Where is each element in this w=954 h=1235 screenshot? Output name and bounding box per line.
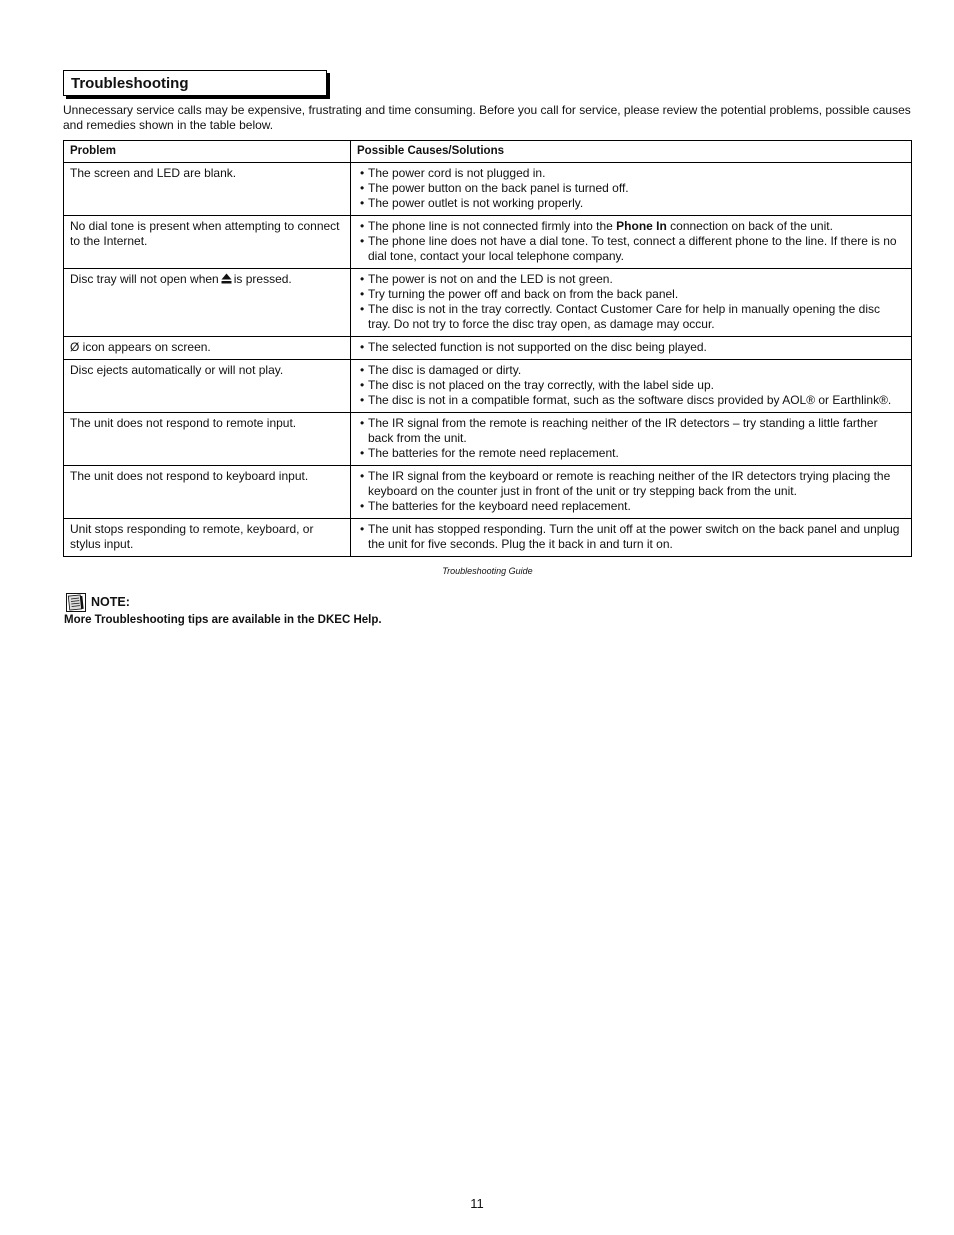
table-row	[64, 337, 912, 360]
note-heading	[66, 592, 130, 612]
cause-item: • The power is not on and the LED is not green.	[360, 272, 613, 286]
cause-item: • The power outlet is not working properly.	[360, 196, 584, 210]
header-causes: Possible Causes/Solutions	[351, 141, 912, 163]
cause-item: • The batteries for the remote need replacement.	[360, 446, 619, 460]
cause-item: • The IR signal from the remote is reaching neither of the IR detectors – try standing a little farther back from the unit.	[360, 416, 878, 445]
cause-item: • The phone line does not have a dial tone. To test, connect a different phone to the line. If there is no dial tone, contact your local telephone company.	[360, 234, 897, 263]
cause-item: • The disc is not in the tray correctly. Contact Customer Care for help in manually opening the disc tray. Do not try to force the disc tray open, as damage may occur.	[360, 302, 881, 331]
eject-icon	[221, 273, 232, 284]
table-row	[64, 413, 912, 466]
page-number: 11	[470, 1196, 484, 1211]
cause-item: • The phone line is not connected firmly into the Phone In connection on back of the unit.	[360, 219, 833, 233]
problem-cell: The unit does not respond to remote input.	[64, 413, 351, 466]
section-title: Troubleshooting	[63, 70, 327, 96]
cause-item: • The IR signal from the keyboard or remote is reaching neither of the IR detectors trying placing the keyboard on the counter just in front of the unit or try stepping back from the unit.	[360, 469, 891, 498]
troubleshooting-table	[63, 140, 912, 557]
cause-item: • The disc is not in a compatible format, such as the software discs provided by AOL® or Earthlink®.	[360, 393, 892, 407]
table-row	[64, 269, 912, 337]
note-label: NOTE:	[91, 595, 130, 609]
problem-cell: No dial tone is present when attempting to connect to the Internet.	[64, 216, 351, 269]
cause-item: • The disc is damaged or dirty.	[360, 363, 522, 377]
problem-cell: The unit does not respond to keyboard input.	[64, 466, 351, 519]
causes-cell	[351, 216, 912, 269]
cause-item: • The unit has stopped responding. Turn the unit off at the power switch on the back panel and unplug the unit for five seconds. Plug the it back in and turn it on.	[360, 522, 900, 551]
cause-item: • The power button on the back panel is turned off.	[360, 181, 629, 195]
problem-cell: Unit stops responding to remote, keyboard, or stylus input.	[64, 519, 351, 557]
header-problem: Problem	[64, 141, 351, 163]
causes-cell	[351, 519, 912, 557]
causes-cell	[351, 337, 912, 360]
cause-item: • The disc is not placed on the tray correctly, with the label side up.	[360, 378, 714, 392]
table-row	[64, 216, 912, 269]
phone-in-label: Phone In	[616, 219, 667, 233]
cause-item: • Try turning the power off and back on from the back panel.	[360, 287, 679, 301]
table-row	[64, 466, 912, 519]
causes-cell	[351, 413, 912, 466]
table-caption: Troubleshooting Guide	[442, 566, 533, 576]
causes-cell	[351, 466, 912, 519]
table-row	[64, 519, 912, 557]
causes-cell	[351, 163, 912, 216]
problem-cell: The screen and LED are blank.	[64, 163, 351, 216]
cause-item: • The batteries for the keyboard need replacement.	[360, 499, 631, 513]
problem-cell: Ø icon appears on screen.	[64, 337, 351, 360]
table-header-row	[64, 141, 912, 163]
problem-cell: Disc tray will not open when is pressed.	[64, 269, 351, 337]
cause-item: • The power cord is not plugged in.	[360, 166, 546, 180]
note-text: More Troubleshooting tips are available in the DKEC Help.	[64, 614, 382, 626]
intro-paragraph: Unnecessary service calls may be expensive, frustrating and time consuming. Before you call for service, please review the potential problems, possible causes and remedies shown in the table below.	[63, 103, 911, 132]
table-row	[64, 360, 912, 413]
cause-item: • The selected function is not supported on the disc being played.	[360, 340, 707, 354]
table-row	[64, 163, 912, 216]
problem-cell: Disc ejects automatically or will not play.	[64, 360, 351, 413]
note-icon	[66, 593, 86, 612]
causes-cell	[351, 360, 912, 413]
causes-cell	[351, 269, 912, 337]
